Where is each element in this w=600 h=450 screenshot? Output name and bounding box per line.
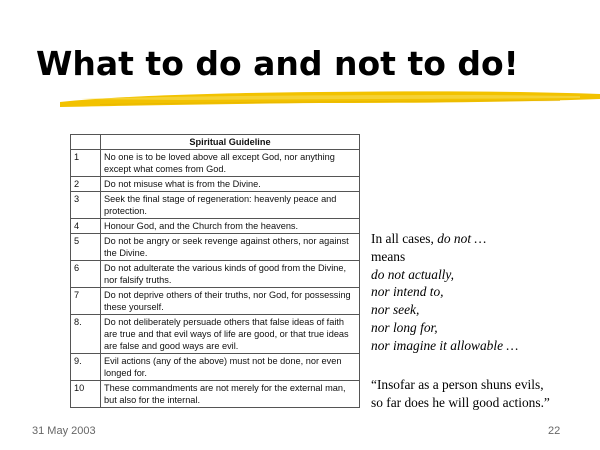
- row-number: 6: [71, 261, 101, 288]
- explanation-line: nor seek,: [371, 302, 420, 318]
- table-row: [71, 261, 360, 288]
- slide-title: What to do and not to do!: [36, 44, 519, 83]
- explanation-text: [371, 230, 518, 355]
- row-guideline: Honour God, and the Church from the heavens.: [101, 219, 360, 234]
- explanation-emphasis: do not …: [437, 231, 487, 246]
- row-guideline: Do not misuse what is from the Divine.: [101, 177, 360, 192]
- row-guideline: Do not adulterate the various kinds of good from the Divine, nor falsify truths.: [101, 261, 360, 288]
- row-number: 1: [71, 150, 101, 177]
- quote-line: “Insofar as a person shuns evils,: [371, 377, 544, 392]
- table-row: [71, 150, 360, 177]
- row-number: 3: [71, 192, 101, 219]
- quote-line: so far does he will good actions.”: [371, 394, 550, 410]
- quote: [371, 376, 550, 412]
- page-number: 22: [548, 425, 561, 437]
- table-row: [71, 219, 360, 234]
- row-number: 5: [71, 234, 101, 261]
- footer-date: 31 May 2003: [32, 425, 96, 437]
- row-number: 10: [71, 381, 101, 408]
- explanation-line: nor intend to,: [371, 284, 444, 300]
- row-guideline: Evil actions (any of the above) must not be done, nor even longed for.: [101, 354, 360, 381]
- row-number: 9.: [71, 354, 101, 381]
- row-number: 2: [71, 177, 101, 192]
- table-row: [71, 288, 360, 315]
- row-guideline: Do not deliberately persuade others that false ideas of faith are true and that evil ways of life are good, or that true ideas are false and good ways are evil.: [101, 315, 360, 354]
- table-row: [71, 177, 360, 192]
- spiritual-guideline-table: [70, 134, 360, 408]
- table-header-row: [71, 135, 360, 150]
- explanation-line: [371, 230, 518, 248]
- row-guideline: Seek the final stage of regeneration: heavenly peace and protection.: [101, 192, 360, 219]
- explanation-line: means: [371, 248, 406, 264]
- explanation-line: nor long for,: [371, 319, 438, 335]
- explanation-lead: In all cases,: [371, 231, 438, 246]
- row-number: 7: [71, 288, 101, 315]
- row-guideline: Do not be angry or seek revenge against others, nor against the Divine.: [101, 234, 360, 261]
- row-number: 4: [71, 219, 101, 234]
- row-guideline: These commandments are not merely for the external man, but also for the internal.: [101, 381, 360, 408]
- table-row: [71, 381, 360, 408]
- row-number: 8.: [71, 315, 101, 354]
- explanation-line: do not actually,: [371, 266, 454, 282]
- row-guideline: No one is to be loved above all except God, nor anything except what comes from God.: [101, 150, 360, 177]
- table-row: [71, 192, 360, 219]
- table-row: [71, 354, 360, 381]
- row-guideline: Do not deprive others of their truths, nor God, for possessing these yourself.: [101, 288, 360, 315]
- table-row: [71, 315, 360, 354]
- table-row: [71, 234, 360, 261]
- explanation-line: nor imagine it allowable …: [371, 337, 519, 353]
- header-guideline-cell: Spiritual Guideline: [101, 135, 360, 150]
- header-number-cell: [71, 135, 101, 150]
- yellow-brush-stroke: [60, 86, 600, 110]
